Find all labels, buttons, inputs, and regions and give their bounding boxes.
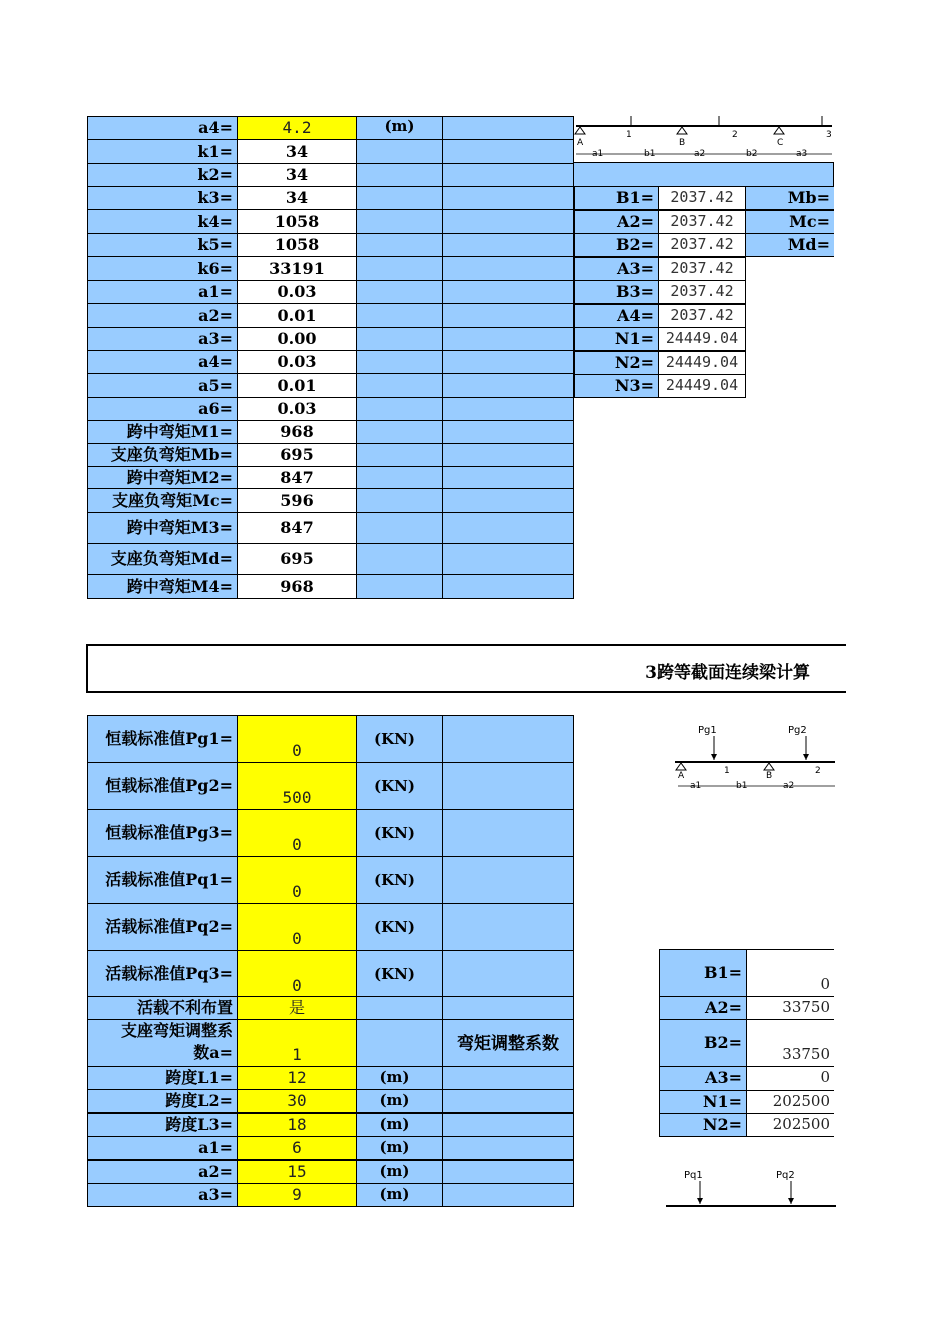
reaction-label: B2= (659, 1019, 747, 1067)
span-2: 2 (815, 766, 821, 776)
reaction-value: 0 (746, 949, 834, 997)
beam-diagram-top (574, 114, 834, 164)
top-row-label: a5= (87, 373, 238, 398)
dim-a1: a1 (592, 149, 604, 159)
blank-cell (442, 116, 574, 140)
dim-a1: a1 (690, 781, 702, 791)
adjust-label-line2: 数a= (193, 1043, 233, 1062)
blank-cell (356, 350, 443, 374)
blank-cell (574, 162, 834, 187)
load-pg1: Pg1 (698, 725, 717, 736)
blank-cell (356, 233, 443, 257)
load-label: 恒载标准值Pg1= (87, 715, 238, 763)
blank-cell (442, 397, 574, 421)
reaction-value: 33750 (746, 996, 834, 1020)
load-label: 活载标准值Pq1= (87, 856, 238, 904)
load-label: 活载标准值Pq2= (87, 903, 238, 951)
top-row-label: 支座负弯矩Md= (87, 543, 238, 575)
top-row-value: 33191 (237, 256, 357, 281)
blank-cell (442, 466, 574, 489)
section-title-box (86, 644, 846, 693)
reaction-label: N2= (659, 1113, 747, 1137)
top-row-label: k1= (87, 139, 238, 164)
reaction-label: B2= (574, 233, 659, 257)
blank-cell (442, 233, 574, 257)
span-input[interactable]: 30 (237, 1089, 357, 1113)
beam-diagram-bottom-2 (664, 1164, 836, 1210)
load-pq1: Pq1 (684, 1170, 703, 1181)
reaction-label: N1= (574, 327, 659, 351)
unfavorable-input[interactable]: 是 (237, 996, 357, 1020)
top-row-label: a1= (87, 280, 238, 304)
reaction-value: 24449.04 (658, 327, 746, 351)
top-row-label: 跨中弯矩M1= (87, 420, 238, 444)
unfavorable-label: 活载不利布置 (87, 996, 238, 1020)
blank-cell (356, 163, 443, 187)
top-row-value: 1058 (237, 209, 357, 234)
span-label: 跨度L3= (87, 1113, 238, 1137)
reaction-value: 24449.04 (658, 374, 746, 398)
top-row-label: a4= (87, 350, 238, 374)
blank-cell (442, 373, 574, 398)
reaction-value: 2037.42 (658, 186, 746, 210)
span-label: a1= (87, 1136, 238, 1160)
dim-b1: b1 (644, 149, 656, 159)
top-row-value: 0.03 (237, 397, 357, 421)
blank-cell (442, 762, 574, 810)
blank-cell (356, 139, 443, 164)
support-b: B (766, 771, 773, 781)
reaction-label: A2= (574, 210, 659, 234)
span-label: 跨度L1= (87, 1066, 238, 1090)
blank-cell (356, 543, 443, 575)
blank-cell (356, 256, 443, 281)
dim-a2: a2 (783, 781, 795, 791)
reaction-value: 2037.42 (658, 257, 746, 281)
adjust-label (87, 1019, 238, 1067)
span-label: a2= (87, 1160, 238, 1184)
blank-cell (356, 209, 443, 234)
load-input[interactable]: 500 (237, 762, 357, 810)
reaction-label: A3= (659, 1066, 747, 1091)
top-row-label: k4= (87, 209, 238, 234)
load-input[interactable]: 0 (237, 950, 357, 998)
reaction-label: B3= (574, 280, 659, 304)
reaction-label: A4= (574, 304, 659, 328)
blank-cell (442, 512, 574, 544)
blank-cell (356, 303, 443, 328)
blank-cell (442, 1089, 574, 1113)
top-row-value: 0.03 (237, 350, 357, 374)
top-row-value: 0.00 (237, 327, 357, 351)
support-a: A (577, 138, 584, 148)
span-unit: (m) (356, 1113, 443, 1137)
a4-input[interactable]: 4.2 (237, 116, 357, 140)
blank-cell (442, 327, 574, 351)
span-input[interactable]: 15 (237, 1160, 357, 1184)
load-label: 恒载标准值Pg2= (87, 762, 238, 810)
top-row-value: 1058 (237, 233, 357, 257)
load-unit: (KN) (356, 809, 443, 857)
reaction-label: A3= (574, 257, 659, 281)
blank-cell (442, 1183, 574, 1207)
support-b: B (679, 138, 686, 148)
span-input[interactable]: 9 (237, 1183, 357, 1207)
top-row-value: 596 (237, 488, 357, 513)
blank-cell (356, 512, 443, 544)
blank-cell (442, 1136, 574, 1160)
blank-cell (442, 280, 574, 304)
blank-cell (356, 373, 443, 398)
reaction-value: 202500 (746, 1113, 834, 1137)
reaction-label: B1= (574, 186, 659, 210)
load-unit: (KN) (356, 856, 443, 904)
span-1: 1 (626, 130, 632, 140)
blank-cell (442, 574, 574, 599)
span-unit: (m) (356, 1066, 443, 1090)
blank-cell (442, 1066, 574, 1090)
reaction-label: N1= (659, 1090, 747, 1114)
load-unit: (KN) (356, 903, 443, 951)
top-row-value: 968 (237, 574, 357, 599)
moment-label: Mc= (745, 210, 834, 234)
blank-cell (442, 209, 574, 234)
span-unit: (m) (356, 1183, 443, 1207)
load-pq2: Pq2 (776, 1170, 795, 1181)
load-input[interactable]: 0 (237, 856, 357, 904)
top-row-value: 847 (237, 466, 357, 489)
reaction-value: 2037.42 (658, 210, 746, 234)
adjust-note: 弯矩调整系数 (442, 1019, 574, 1067)
support-icon (676, 763, 686, 770)
reaction-value: 33750 (746, 1019, 834, 1067)
blank-cell (442, 303, 574, 328)
blank-cell (442, 715, 574, 763)
blank-cell (442, 350, 574, 374)
reaction-label: B1= (659, 949, 747, 997)
span-unit: (m) (356, 1089, 443, 1113)
span-input[interactable]: 18 (237, 1113, 357, 1137)
a4-unit: (m) (356, 116, 443, 140)
span-input[interactable]: 6 (237, 1136, 357, 1160)
top-row-label: a2= (87, 303, 238, 328)
reaction-label: A2= (659, 996, 747, 1020)
blank-cell (356, 996, 443, 1020)
top-row-label: k5= (87, 233, 238, 257)
load-arrows (631, 116, 822, 125)
blank-cell (442, 163, 574, 187)
top-row-value: 968 (237, 420, 357, 444)
load-pg2: Pg2 (788, 725, 807, 736)
reaction-value: 24449.04 (658, 351, 746, 375)
dim-a3: a3 (796, 149, 808, 159)
top-row-label: 跨中弯矩M2= (87, 466, 238, 489)
section-title: 3跨等截面连续梁计算 (645, 663, 810, 683)
blank-cell (356, 327, 443, 351)
blank-cell (356, 397, 443, 421)
load-unit: (KN) (356, 950, 443, 998)
blank-cell (442, 809, 574, 857)
load-input[interactable]: 0 (237, 903, 357, 951)
top-row-value: 695 (237, 543, 357, 575)
support-icon (575, 127, 784, 134)
top-row-label: 跨中弯矩M4= (87, 574, 238, 599)
load-label: 活载标准值Pq3= (87, 950, 238, 998)
blank-cell (442, 1113, 574, 1137)
span-label: a3= (87, 1183, 238, 1207)
blank-cell (442, 488, 574, 513)
beam-diagram-bottom (670, 720, 835, 800)
span-unit: (m) (356, 1160, 443, 1184)
span-unit: (m) (356, 1136, 443, 1160)
blank-cell (442, 256, 574, 281)
top-row-value: 695 (237, 443, 357, 467)
reaction-value: 2037.42 (658, 280, 746, 304)
blank-cell (442, 996, 574, 1020)
moment-label: Md= (745, 233, 834, 257)
blank-cell (442, 903, 574, 951)
blank-cell (442, 443, 574, 467)
blank-cell (356, 488, 443, 513)
blank-cell (356, 466, 443, 489)
reaction-value: 202500 (746, 1090, 834, 1114)
top-row-label: k3= (87, 186, 238, 210)
blank-cell (356, 1019, 443, 1067)
a4-label: a4= (87, 116, 238, 140)
top-row-label: a6= (87, 397, 238, 421)
blank-cell (442, 1160, 574, 1184)
blank-cell (356, 280, 443, 304)
span-input[interactable]: 12 (237, 1066, 357, 1090)
reaction-label: N2= (574, 351, 659, 375)
top-row-value: 0.03 (237, 280, 357, 304)
span-1: 1 (724, 766, 730, 776)
adjust-input[interactable]: 1 (237, 1019, 357, 1067)
dim-a2: a2 (694, 149, 706, 159)
top-row-value: 34 (237, 163, 357, 187)
span-2: 2 (732, 130, 738, 140)
top-row-value: 34 (237, 186, 357, 210)
top-row-value: 0.01 (237, 303, 357, 328)
blank-cell (356, 443, 443, 467)
blank-cell (442, 139, 574, 164)
blank-cell (356, 420, 443, 444)
top-row-value: 847 (237, 512, 357, 544)
blank-cell (442, 856, 574, 904)
span-3: 3 (826, 130, 832, 140)
top-row-label: a3= (87, 327, 238, 351)
moment-label: Mb= (745, 186, 834, 210)
blank-cell (442, 420, 574, 444)
dim-b1: b1 (736, 781, 748, 791)
reaction-label: N3= (574, 374, 659, 398)
top-row-label: k6= (87, 256, 238, 281)
span-label: 跨度L2= (87, 1089, 238, 1113)
top-row-value: 34 (237, 139, 357, 164)
support-a: A (678, 771, 685, 781)
top-row-label: 支座负弯矩Mb= (87, 443, 238, 467)
adjust-label-line1: 支座弯矩调整系 (120, 1021, 233, 1040)
load-input[interactable]: 0 (237, 715, 357, 763)
support-icon (764, 763, 774, 770)
blank-cell (442, 543, 574, 575)
top-row-label: 跨中弯矩M3= (87, 512, 238, 544)
load-input[interactable]: 0 (237, 809, 357, 857)
reaction-value: 2037.42 (658, 233, 746, 257)
reaction-value: 2037.42 (658, 304, 746, 328)
support-c: C (777, 138, 784, 148)
blank-cell (442, 950, 574, 998)
blank-cell (356, 186, 443, 210)
blank-cell (356, 574, 443, 599)
load-label: 恒载标准值Pg3= (87, 809, 238, 857)
load-unit: (KN) (356, 715, 443, 763)
reaction-value: 0 (746, 1066, 834, 1091)
dim-b2: b2 (746, 149, 758, 159)
top-row-label: 支座负弯矩Mc= (87, 488, 238, 513)
top-row-value: 0.01 (237, 373, 357, 398)
blank-cell (442, 186, 574, 210)
load-unit: (KN) (356, 762, 443, 810)
top-row-label: k2= (87, 163, 238, 187)
